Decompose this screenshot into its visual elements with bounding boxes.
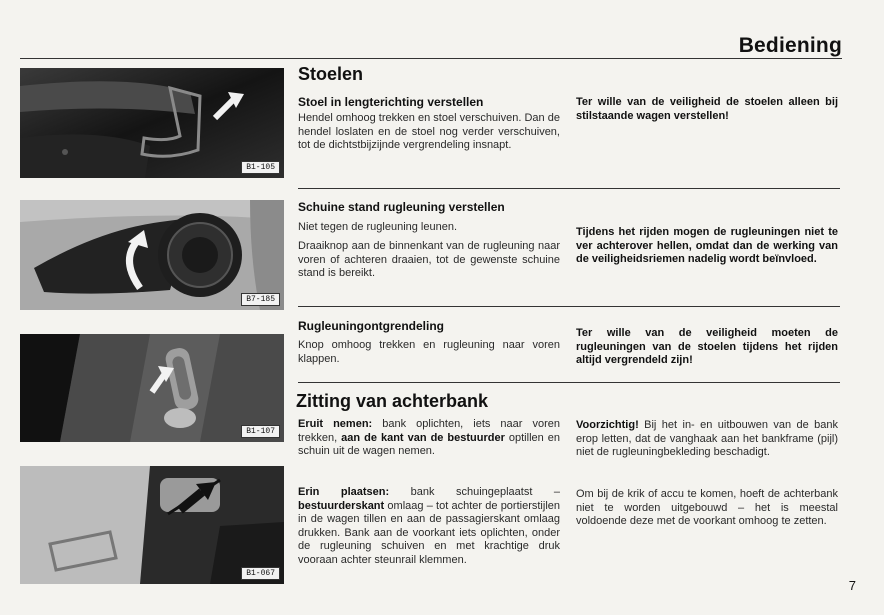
release-heading: Rugleuningontgrendeling xyxy=(298,319,444,333)
page-number: 7 xyxy=(848,578,856,593)
photo-seat-lever xyxy=(20,68,284,178)
divider xyxy=(298,306,840,307)
remove-text-a: bank oplichten, iets naar voren trekken, xyxy=(298,418,560,444)
release-text: Knop omhoog trekken en rugleuning naar voren klappen. xyxy=(298,339,560,365)
photo-code: B1-067 xyxy=(241,567,280,580)
rear-bench-title: Zitting van achterbank xyxy=(296,391,489,411)
recline-heading: Schuine stand rugleuning verstellen xyxy=(298,200,505,214)
caution-label: Voorzichtig! xyxy=(576,419,639,431)
install-text-a: bank schuingeplaatst – xyxy=(410,486,560,498)
remove-text-b: optillen en schuin uit de wagen nemen. xyxy=(298,431,560,458)
recline-warning: Tijdens het rijden mogen de rugleuningen niet te ver achterover hellen, omdat dan de werking van de veiligheidsriemen nadelig wordt beïnvloed. xyxy=(576,226,838,266)
seats-title: Stoelen xyxy=(298,64,364,84)
release-warning: Ter wille van de veiligheid moeten de rugleuningen van de stoelen tijdens het rijden altijd vergrendeld zijn! xyxy=(576,327,838,367)
photo-code: B1-107 xyxy=(241,425,280,438)
divider xyxy=(298,188,840,189)
install-text-b: omlaag – tot achter de portierstijlen in de wagen tillen en aan de passagierskant omlaag drukken. Bank aan de voorkant iets oplichten, onder de rugleuning schuiven en met krachtige druk vooraan achter steunrail klemmen. xyxy=(298,499,560,566)
remove-text-bold: aan de kant van de bestuurder xyxy=(341,431,505,444)
caution-body: Bij het in- en uitbouwen van de bank erop letten, dat de vanghaak aan het bankframe (pijl) niet de rugleuningbekleding beschadigt. xyxy=(576,419,839,459)
header-rule xyxy=(20,58,842,59)
longitudinal-text: Hendel omhoog trekken en stoel verschuiven. Dan de hendel loslaten en de stoel nog verder verschuiven, tot de dichtstbijzijnde vergrendeling insnapt. xyxy=(298,112,560,152)
longitudinal-warning: Ter wille van de veiligheid de stoelen alleen bij stilstaande wagen verstellen! xyxy=(576,96,838,122)
photo-rear-seat xyxy=(20,466,284,584)
install-label: Erin plaatsen: xyxy=(298,486,390,498)
photo-code: B1-105 xyxy=(241,161,280,174)
section-title: Bediening xyxy=(738,34,842,57)
remove-label: Eruit nemen: xyxy=(298,418,373,430)
remove-instructions xyxy=(298,418,560,459)
longitudinal-heading: Stoel in lengterichting verstellen xyxy=(298,95,484,109)
photo-code: B7-185 xyxy=(241,293,280,306)
recline-text-1: Niet tegen de rugleuning leunen. xyxy=(298,221,458,233)
photo-recline-knob xyxy=(20,200,284,310)
photo-backrest-release xyxy=(20,334,284,442)
caution-text xyxy=(576,419,838,460)
install-instructions xyxy=(298,486,560,568)
divider xyxy=(298,382,840,383)
recline-text-2: Draaiknop aan de binnenkant van de rugleuning naar voren of achteren draaien, tot de gewenste schuine stand is bereikt. xyxy=(298,240,560,280)
install-text-bold: bestuurderskant xyxy=(298,499,385,512)
jack-text: Om bij de krik of accu te komen, hoeft de achterbank niet te worden uitgebouwd – het is meestal voldoende deze met de voorkant omhoog te zetten. xyxy=(576,488,838,528)
